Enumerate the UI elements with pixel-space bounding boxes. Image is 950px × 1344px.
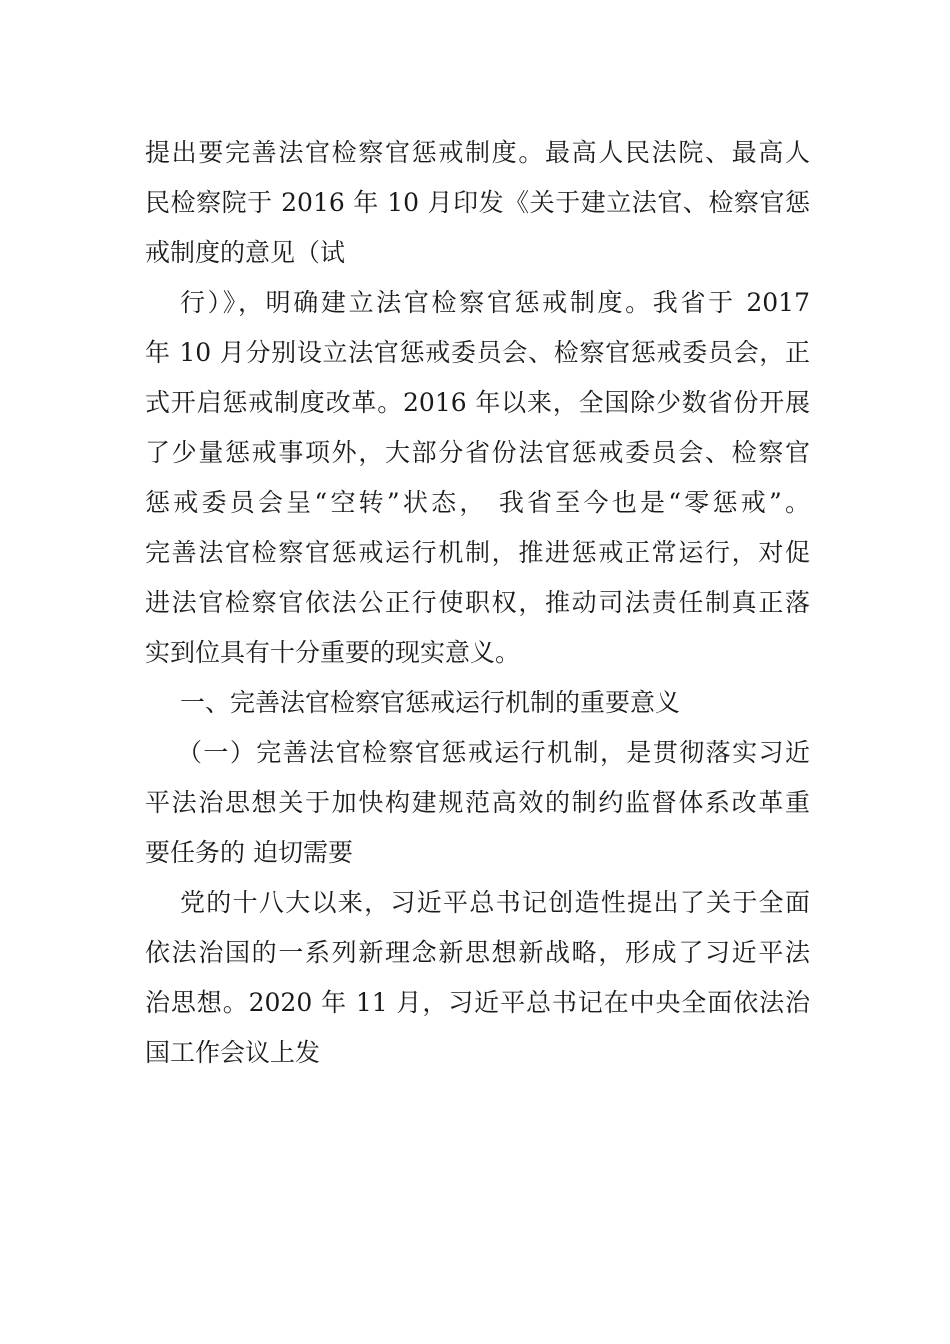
paragraph-line: 依法治国的一系列新理念新思想新战略，形成了习近平法 [145, 938, 810, 967]
paragraph-line: 党的十八大以来，习近平总书记创造性提出了关于全面 [180, 888, 810, 917]
paragraph-line: 戒制度的意见（试 [145, 238, 346, 267]
subsection-heading-line: 要任务的 迫切需要 [145, 838, 353, 867]
paragraph-line: 了少量惩戒事项外，大部分省份法官惩戒委员会、检察官 [145, 438, 810, 467]
paragraph-line: 提出要完善法官检察官惩戒制度。最高人民法院、最高人 [145, 138, 810, 167]
subsection-heading-line: 平法治思想关于加快构建规范高效的制约监督体系改革重 [145, 788, 810, 817]
paragraph-line: 完善法官检察官惩戒运行机制，推进惩戒正常运行，对促 [145, 538, 810, 567]
paragraph-line: 进法官检察官依法公正行使职权，推动司法责任制真正落 [145, 588, 810, 617]
paragraph-line: 治思想。2020 年 11 月，习近平总书记在中央全面依法治 [145, 988, 810, 1017]
paragraph-line: 行）》，明确建立法官检察官惩戒制度。我省于 2017 [180, 288, 810, 317]
subsection-heading-line: （一）完善法官检察官惩戒运行机制，是贯彻落实习近 [177, 738, 810, 767]
section-heading: 一、完善法官检察官惩戒运行机制的重要意义 [180, 688, 681, 717]
paragraph-line: 民检察院于 2016 年 10 月印发《关于建立法官、检察官惩 [145, 188, 810, 217]
paragraph-line: 年 10 月分别设立法官惩戒委员会、检察官惩戒委员会，正 [145, 338, 810, 367]
paragraph-line: 实到位具有十分重要的现实意义。 [145, 638, 521, 667]
document-body [145, 128, 810, 1078]
paragraph-line: 国工作会议上发 [145, 1038, 321, 1067]
paragraph-line: 惩戒委员会呈“空转”状态， 我省至今也是“零惩戒”。 [145, 488, 810, 517]
paragraph-line: 式开启惩戒制度改革。2016 年以来，全国除少数省份开展 [145, 388, 810, 417]
